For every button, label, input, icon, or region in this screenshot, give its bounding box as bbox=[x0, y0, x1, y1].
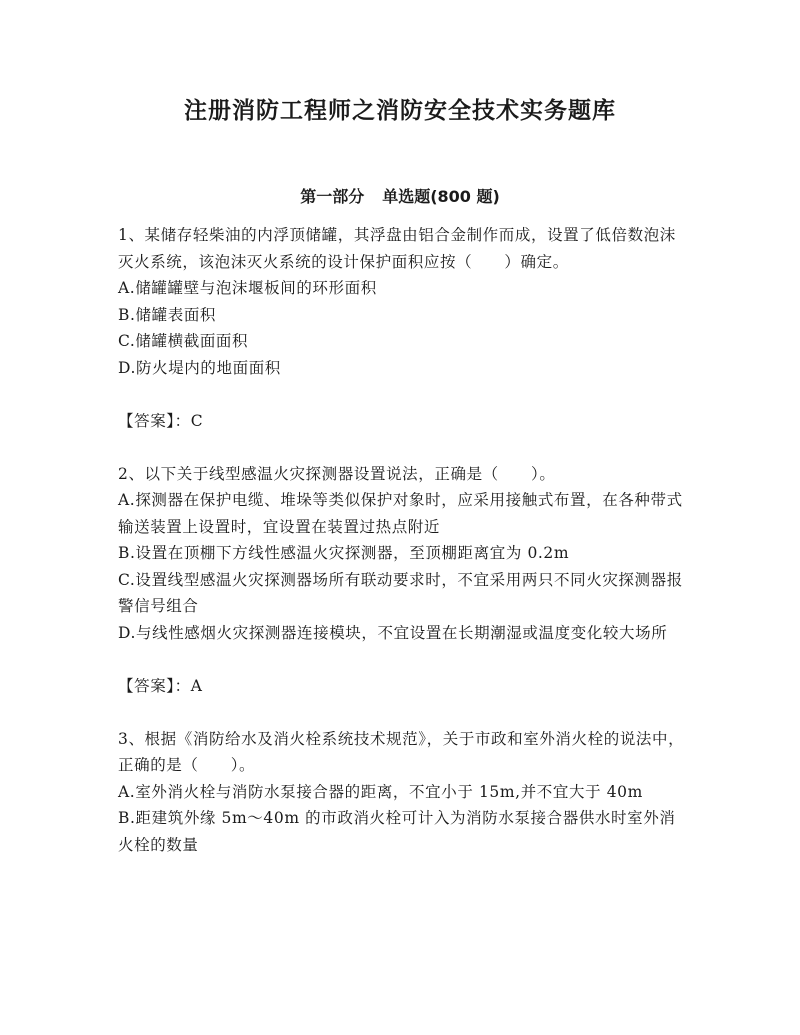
question-stem: 3、根据《消防给水及消火栓系统技术规范》，关于市政和室外消火栓的说法中，正确的是（ ）。 bbox=[118, 729, 685, 774]
option-b: B.设置在顶棚下方线性感温火灾探测器，至顶棚距离宜为 0.2m bbox=[118, 544, 570, 562]
question-list bbox=[118, 222, 686, 858]
question-2 bbox=[118, 461, 686, 700]
document-title: 注册消防工程师之消防安全技术实务题库 bbox=[184, 98, 616, 124]
answer-label: 【答案】： bbox=[118, 677, 191, 695]
option-b: B.距建筑外缘 5m～40m 的市政消火栓可计入为消防水泵接合器供水时室外消火栓的数量 bbox=[118, 809, 676, 854]
question-stem: 1、某储存轻柴油的内浮顶储罐，其浮盘由铝合金制作而成，设置了低倍数泡沫灭火系统，该泡沫灭火系统的设计保护面积应按（ ）确定。 bbox=[118, 226, 676, 271]
answer-line bbox=[118, 408, 686, 435]
section-name: 单选题(800 题) bbox=[382, 187, 500, 206]
option-c: C.储罐横截面面积 bbox=[118, 332, 249, 350]
option-d: D.与线性感烟火灾探测器连接模块，不宜设置在长期潮湿或温度变化较大场所 bbox=[118, 623, 668, 642]
option-c: C.设置线型感温火灾探测器场所有联动要求时，不宜采用两只不同火灾探测器报警信号组合 bbox=[118, 570, 683, 615]
section-part: 第一部分 bbox=[300, 187, 365, 206]
option-a: A.储罐罐壁与泡沫堰板间的环形面积 bbox=[118, 279, 377, 297]
question-stem: 2、以下关于线型感温火灾探测器设置说法，正确是（ ）。 bbox=[118, 464, 556, 483]
answer-line bbox=[118, 673, 686, 700]
option-d: D.防火堤内的地面面积 bbox=[118, 358, 281, 377]
section-heading bbox=[0, 184, 800, 207]
question-1 bbox=[118, 222, 686, 435]
answer-label: 【答案】： bbox=[118, 412, 191, 430]
question-3 bbox=[118, 726, 686, 859]
option-b: B.储罐表面积 bbox=[118, 305, 217, 324]
option-a: A.室外消火栓与消防水泵接合器的距离，不宜小于 15m,并不宜大于 40m bbox=[118, 782, 643, 801]
option-a: A.探测器在保护电缆、堆垛等类似保护对象时，应采用接触式布置，在各种带式输送装置上设置时，宜设置在装置过热点附近 bbox=[118, 491, 683, 536]
answer-value: A bbox=[190, 677, 203, 695]
answer-value: C bbox=[190, 412, 204, 430]
